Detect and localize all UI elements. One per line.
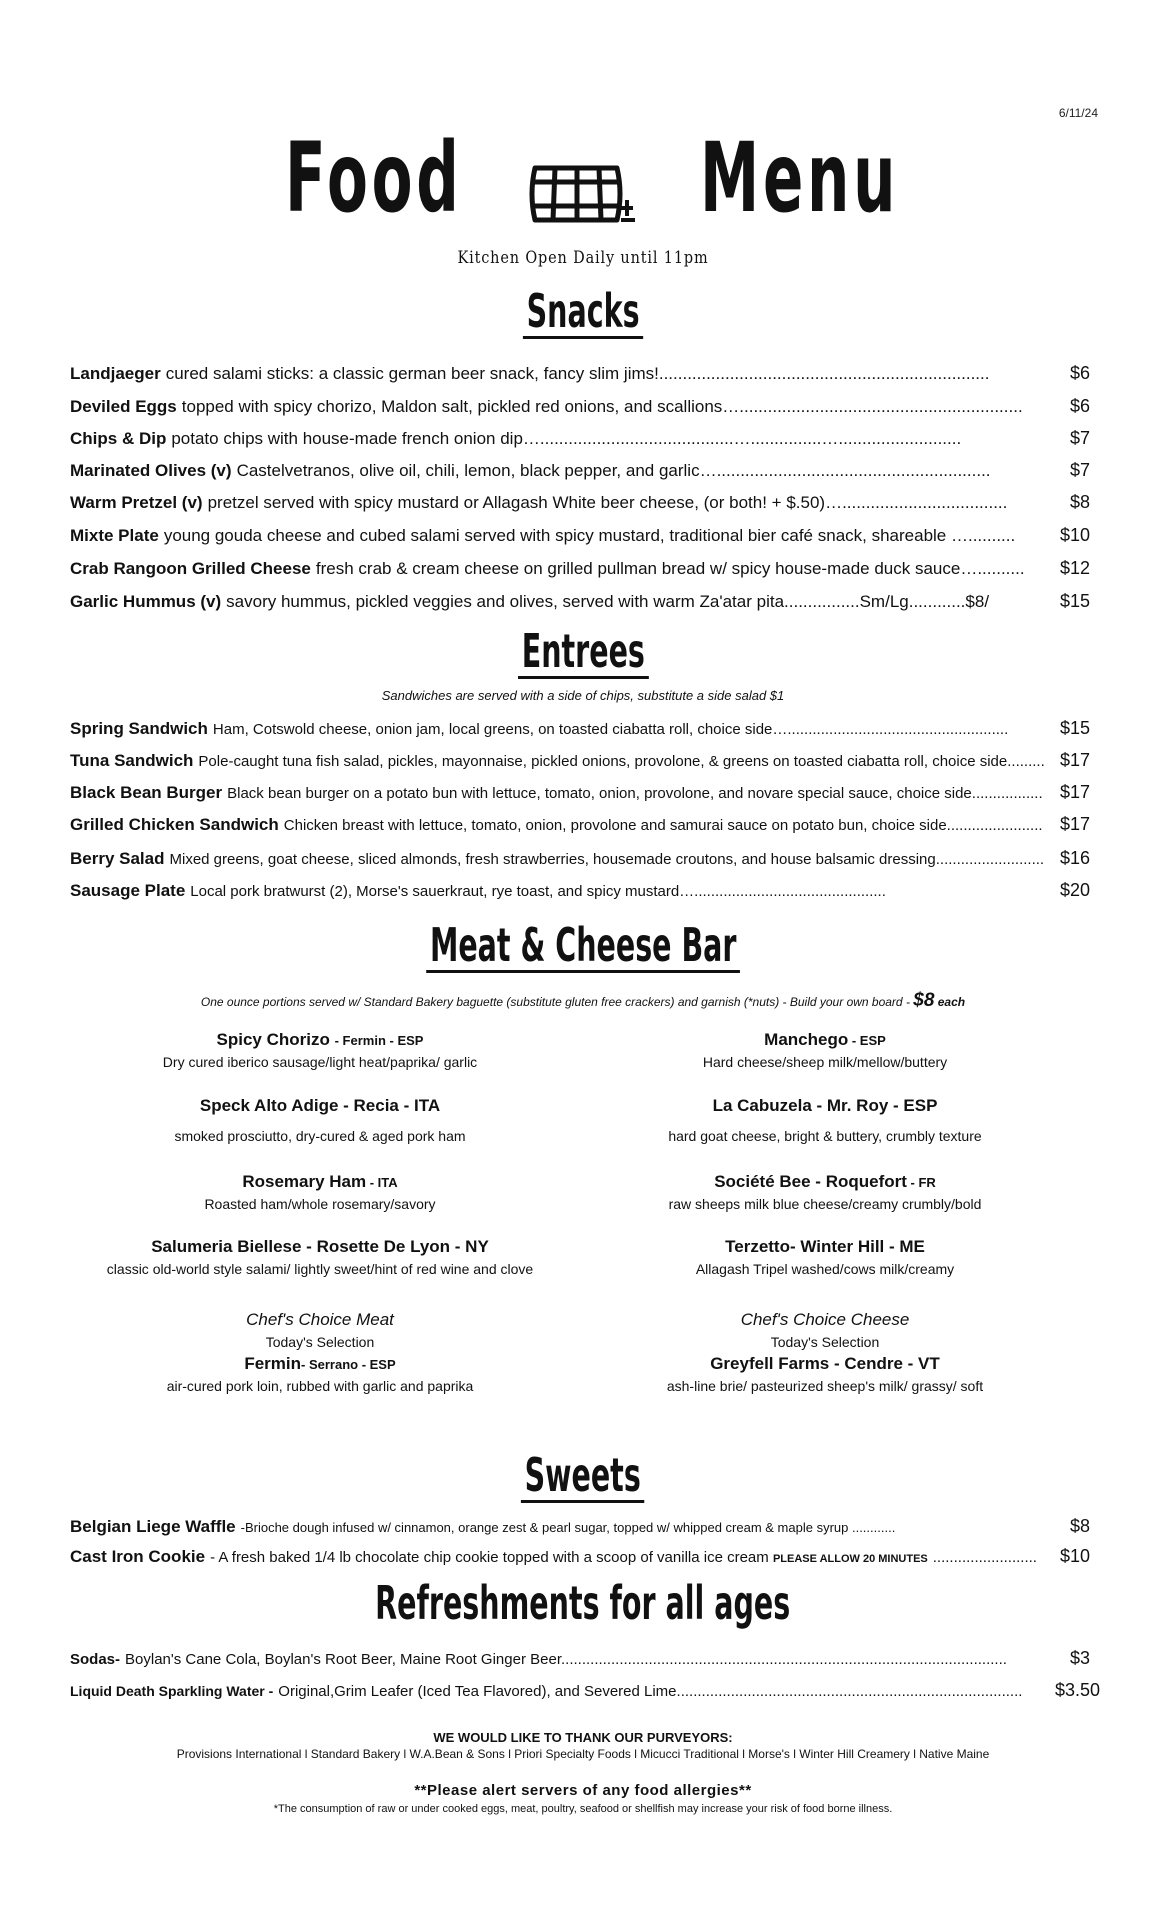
- allergy-alert: **Please alert servers of any food allergies**: [414, 1782, 752, 1799]
- meat-cheese-note: One ounce portions served w/ Standard Bakery baguette (substitute gluten free crackers) and garnish (*nuts) - Build your own board - $8 each: [200, 990, 966, 1011]
- list-item: Cast Iron Cookie - A fresh baked 1/4 lb chocolate chip cookie topped with a scoop of vanilla ice cream PLEASE ALLOW 20 MINUTES ......................... $10: [70, 1546, 1090, 1566]
- list-item: Tuna Sandwich Pole-caught tuna fish salad, pickles, mayonnaise, pickled onions, provolone, & greens on toasted ciabatta roll, choice side......... $17: [70, 750, 1090, 770]
- list-item: Mixte Plate young gouda cheese and cubed salami served with spicy mustard, traditional bier café snack, shareable ….......... $10: [70, 525, 1090, 545]
- menu-date: 6/11/24: [1058, 106, 1098, 120]
- list-item: Spicy Chorizo - Fermin - ESP Dry cured iberico sausage/light heat/paprika/ garlic: [162, 1030, 478, 1070]
- list-item: Berry Salad Mixed greens, goat cheese, sliced almonds, fresh strawberries, housemade croutons, and house balsamic dressing.......................... $16: [70, 848, 1090, 868]
- list-item: Marinated Olives (v) Castelvetranos, olive oil, chili, lemon, black pepper, and garlic….......................................................... $7: [70, 460, 1090, 480]
- consumption-warning: *The consumption of raw or under cooked eggs, meat, poultry, seafood or shellfish may increase your risk of food borne illness.: [273, 1803, 893, 1815]
- list-item: Chips & Dip potato chips with house-made french onion dip….........................................…...............….......................... $7: [70, 428, 1090, 448]
- chef-choice-meat: Chef's Choice Meat Today's Selection Fermin- Serrano - ESP air-cured pork loin, rubbed with garlic and paprika: [166, 1310, 474, 1394]
- chef-choice-cheese: Chef's Choice Cheese Today's Selection Greyfell Farms - Cendre - VT ash-line brie/ pasteurized sheep's milk/ grassy/ soft: [666, 1310, 984, 1394]
- list-item: Grilled Chicken Sandwich Chicken breast with lettuce, tomato, onion, provolone and samurai sauce on potato bun, choice side....................... $17: [70, 814, 1090, 834]
- list-item: Deviled Eggs topped with spicy chorizo, Maldon salt, pickled red onions, and scallions…............................................................ $6: [70, 396, 1090, 416]
- entrees-heading: Entrees: [0, 628, 1166, 679]
- list-item: La Cabuzela - Mr. Roy - ESP hard goat cheese, bright & buttery, crumbly texture: [668, 1096, 982, 1144]
- list-item: Terzetto- Winter Hill - ME Allagash Tripel washed/cows milk/creamy: [695, 1237, 955, 1277]
- list-item: Liquid Death Sparkling Water - Original,Grim Leafer (Iced Tea Flavored), and Severed Lime................................................................................... $3.50: [70, 1680, 1100, 1700]
- list-item: Rosemary Ham - ITA Roasted ham/whole rosemary/savory: [204, 1172, 436, 1212]
- list-item: Sodas- Boylan's Cane Cola, Boylan's Root Beer, Maine Root Ginger Beer........................................................................................................... $3: [70, 1648, 1090, 1668]
- meat-cheese-heading: Meat & Cheese Bar: [0, 922, 1166, 973]
- purveyors-list: Provisions International l Standard Bakery l W.A.Bean & Sons l Priori Specialty Foods l Micucci Traditional l Morse's l Winter Hill Creamery l Native Maine: [176, 1747, 990, 1761]
- list-item: Spring Sandwich Ham, Cotswold cheese, onion jam, local greens, on toasted ciabatta roll, choice side…..................................................... $15: [70, 718, 1090, 738]
- list-item: Landjaeger cured salami sticks: a classic german beer snack, fancy slim jims!...................................................................... $6: [70, 363, 1090, 383]
- title-menu: Menu: [700, 122, 900, 234]
- list-item: Black Bean Burger Black bean burger on a potato bun with lettuce, tomato, onion, provolone, and novare special sauce, choice side................. $17: [70, 782, 1090, 802]
- list-item: Warm Pretzel (v) pretzel served with spicy mustard or Allagash White beer cheese, (or both! + $.50)…................................... $8: [70, 492, 1090, 512]
- list-item: Sausage Plate Local pork bratwurst (2), Morse's sauerkraut, rye toast, and spicy mustard….............................................. $20: [70, 880, 1090, 900]
- title-food: Food: [285, 122, 463, 234]
- snacks-heading: Snacks: [0, 288, 1166, 339]
- entrees-note: Sandwiches are served with a side of chips, substitute a side salad $1: [381, 688, 785, 703]
- kitchen-hours: Kitchen Open Daily until 11pm: [457, 248, 709, 268]
- list-item: Crab Rangoon Grilled Cheese fresh crab & cream cheese on grilled pullman bread w/ spicy house-made duck sauce….......... $12: [70, 558, 1090, 578]
- refreshments-heading: Refreshments for all ages: [375, 1576, 791, 1630]
- list-item: Speck Alto Adige - Recia - ITA smoked prosciutto, dry-cured & aged pork ham: [174, 1096, 466, 1144]
- list-item: Garlic Hummus (v) savory hummus, pickled veggies and olives, served with warm Za'atar pita................Sm/Lg............$8/ $15: [70, 591, 1090, 611]
- list-item: Belgian Liege Waffle -Brioche dough infused w/ cinnamon, orange zest & pearl sugar, topped w/ whipped cream & maple syrup ............ $8: [70, 1516, 1090, 1536]
- purveyors-heading: WE WOULD LIKE TO THANK OUR PURVEYORS:: [433, 1730, 733, 1745]
- list-item: Société Bee - Roquefort - FR raw sheeps milk blue cheese/creamy crumbly/bold: [668, 1172, 982, 1212]
- list-item: Salumeria Biellese - Rosette De Lyon - NY classic old-world style salami/ lightly sweet/hint of red wine and clove: [106, 1237, 534, 1277]
- barrel-icon: [525, 158, 637, 235]
- list-item: Manchego - ESP Hard cheese/sheep milk/mellow/buttery: [702, 1030, 948, 1070]
- sweets-heading: Sweets: [0, 1452, 1166, 1503]
